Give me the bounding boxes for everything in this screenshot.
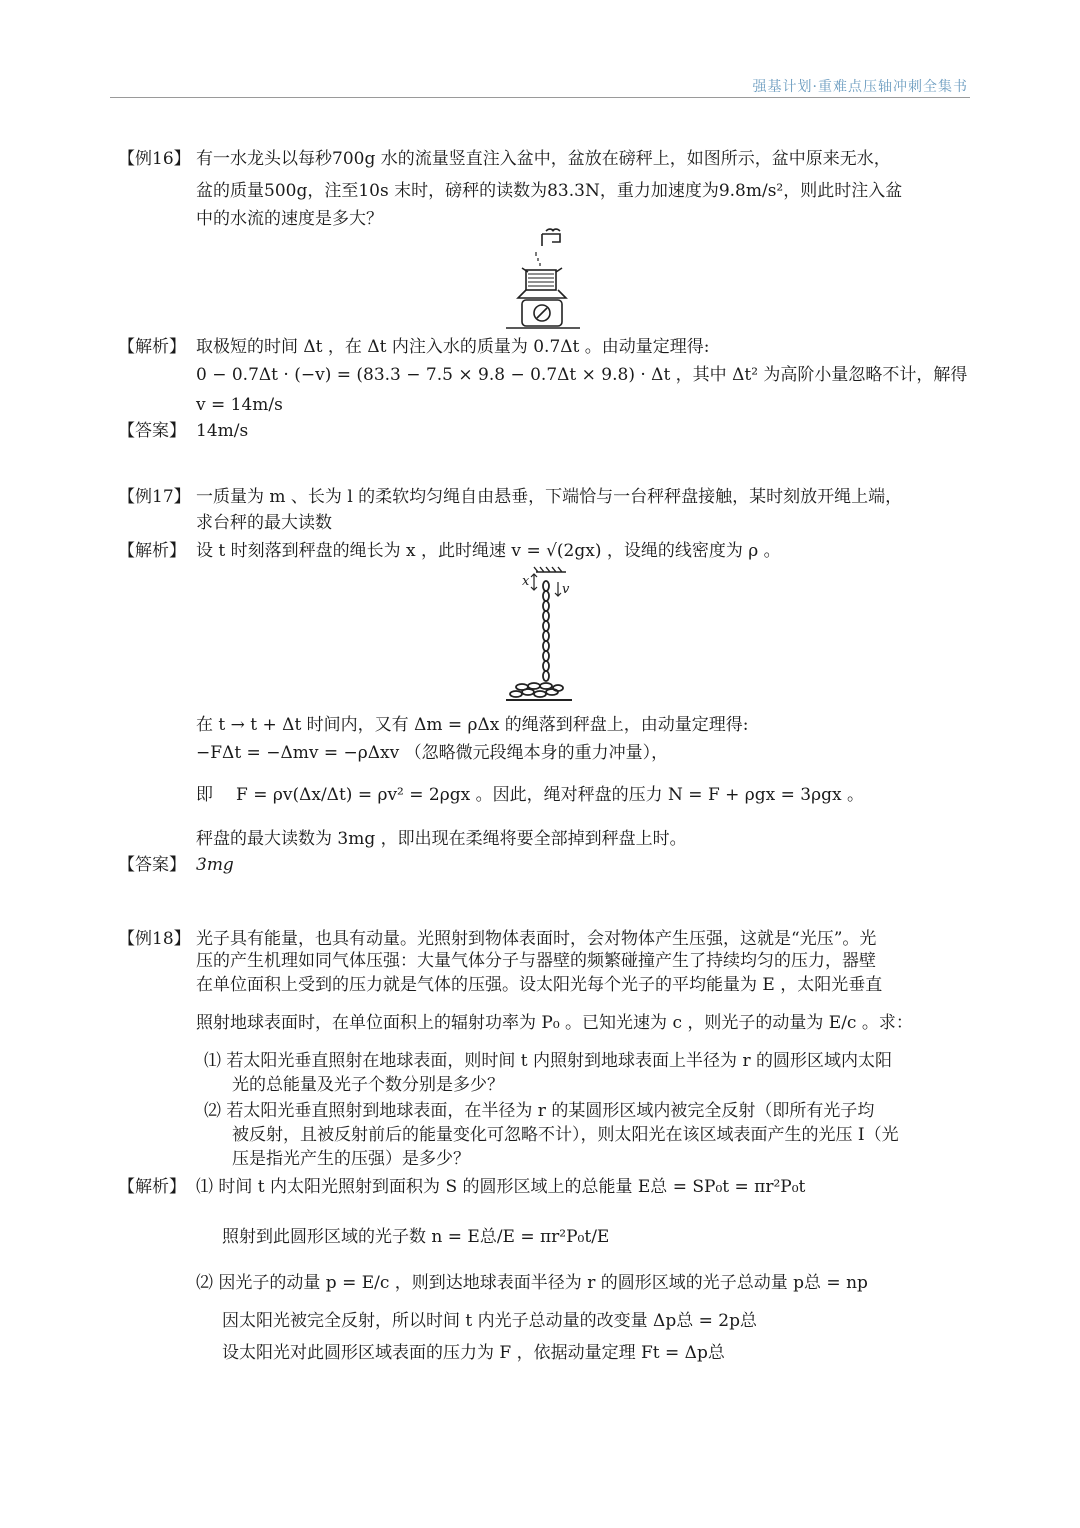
rope-v-label: v xyxy=(562,582,570,597)
ex17-question-line1: 一质量为 m 、长为 l 的柔软均匀绳自由悬垂，下端恰与一台秤秤盘接触，某时刻放开绳上端， xyxy=(196,487,903,507)
ex18-part1-line1: ⑴ 若太阳光垂直照射在地球表面，则时间 t 内照射到地球表面上半径为 r 的圆形区域内太阳 xyxy=(204,1051,892,1071)
ex17-answer: 3mg xyxy=(196,855,234,875)
faucet-scale-figure xyxy=(502,228,584,332)
ex17-solution-tag: 【解析】 xyxy=(118,541,186,561)
ex18-part2-line1: ⑵ 若太阳光垂直照射到地球表面，在半径为 r 的某圆形区域内被完全反射（即所有光子均 xyxy=(204,1101,875,1121)
ex18-solution-line5: 设太阳光对此圆形区域表面的压力为 F ，依据动量定理 Ft = Δp总 xyxy=(222,1343,725,1363)
ex18-solution-tag: 【解析】 xyxy=(118,1177,186,1197)
ex18-part2-line2: 被反射，且被反射前后的能量变化可忽略不计），则太阳光在该区域表面产生的光压 I（光 xyxy=(232,1125,899,1145)
ex16-question-line1: 有一水龙头以每秒700g 水的流量竖直注入盆中，盆放在磅秤上，如图所示，盆中原来无水， xyxy=(196,149,891,169)
ex16-solution-line3: v = 14m/s xyxy=(196,395,283,415)
ex16-question-line2: 盆的质量500g，注至10s 末时，磅秤的读数为83.3N，重力加速度为9.8m/s²，则此时注入盆 xyxy=(196,181,903,201)
ex18-solution-line2: 照射到此圆形区域的光子数 n = E总/E = πr²P₀t/E xyxy=(222,1227,610,1247)
ex16-solution-line1: 取极短的时间 Δt ，在 Δt 内注入水的质量为 0.7Δt 。由动量定理得: xyxy=(196,337,710,357)
ex18-question-line4: 照射地球表面时，在单位面积上的辐射功率为 P₀ 。已知光速为 c ，则光子的动量为 E/c 。求： xyxy=(196,1013,913,1033)
ex17-solution-line4a: 即 xyxy=(196,785,213,805)
ex16-solution-line2: 0 − 0.7Δt · (−v) = (83.3 − 7.5 × 9.8 − 0.7Δt × 9.8) · Δt ，其中 Δt² 为高阶小量忽略不计，解得 xyxy=(196,365,968,385)
ex16-tag: 【例16】 xyxy=(118,149,191,169)
ex18-question-line2: 压的产生机理如同气体压强：大量气体分子与器壁的频繁碰撞产生了持续均匀的压力，器壁 xyxy=(196,951,876,971)
header-title: 强基计划·重难点压轴冲刺全集书 xyxy=(752,79,968,95)
ex17-solution-line5: 秤盘的最大读数为 3mg ，即出现在柔绳将要全部掉到秤盘上时。 xyxy=(196,829,687,849)
ex16-question-line3: 中的水流的速度是多大？ xyxy=(196,209,383,229)
ex17-solution-line1: 设 t 时刻落到秤盘的绳长为 x ，此时绳速 v = √(2gx) ，设绳的线密度为 ρ 。 xyxy=(196,541,781,561)
ex16-solution-tag: 【解析】 xyxy=(118,337,186,357)
ex18-solution-line3: ⑵ 因光子的动量 p = E/c ，则到达地球表面半径为 r 的圆形区域的光子总动量 p总 = np xyxy=(196,1273,868,1293)
rope-x-label: x xyxy=(522,574,530,589)
header-divider xyxy=(110,97,970,98)
ex18-question-line1: 光子具有能量，也具有动量。光照射到物体表面时，会对物体产生压强，这就是“光压”。光 xyxy=(196,929,877,949)
rope-figure xyxy=(500,566,584,710)
ex17-answer-tag: 【答案】 xyxy=(118,855,186,875)
ex18-question-line3: 在单位面积上受到的压力就是气体的压强。设太阳光每个光子的平均能量为 E ，太阳光垂直 xyxy=(196,975,883,995)
ex16-answer-tag: 【答案】 xyxy=(118,421,186,441)
ex18-solution-line1: ⑴ 时间 t 内太阳光照射到面积为 S 的圆形区域上的总能量 E总 = SP₀t = πr²P₀t xyxy=(196,1177,806,1197)
ex18-part2-line3: 压是指光产生的压强）是多少？ xyxy=(232,1149,470,1169)
ex17-solution-line2: 在 t → t + Δt 时间内，又有 Δm = ρΔx 的绳落到秤盘上，由动量定理得: xyxy=(196,715,749,735)
ex18-part1-line2: 光的总能量及光子个数分别是多少？ xyxy=(232,1075,504,1095)
ex17-solution-line3: −FΔt = −Δmv = −ρΔxv （忽略微元段绳本身的重力冲量）， xyxy=(196,743,669,763)
ex17-tag: 【例17】 xyxy=(118,487,191,507)
ex17-question-line2: 求台秤的最大读数 xyxy=(196,513,332,533)
ex18-solution-line4: 因太阳光被完全反射，所以时间 t 内光子总动量的改变量 Δp总 = 2p总 xyxy=(222,1311,757,1331)
ex17-solution-line4b: F = ρv(Δx/Δt) = ρv² = 2ρgx 。因此，绳对秤盘的压力 N = F + ρgx = 3ρgx 。 xyxy=(236,785,864,805)
ex18-tag: 【例18】 xyxy=(118,929,191,949)
ex16-answer: 14m/s xyxy=(196,421,249,441)
